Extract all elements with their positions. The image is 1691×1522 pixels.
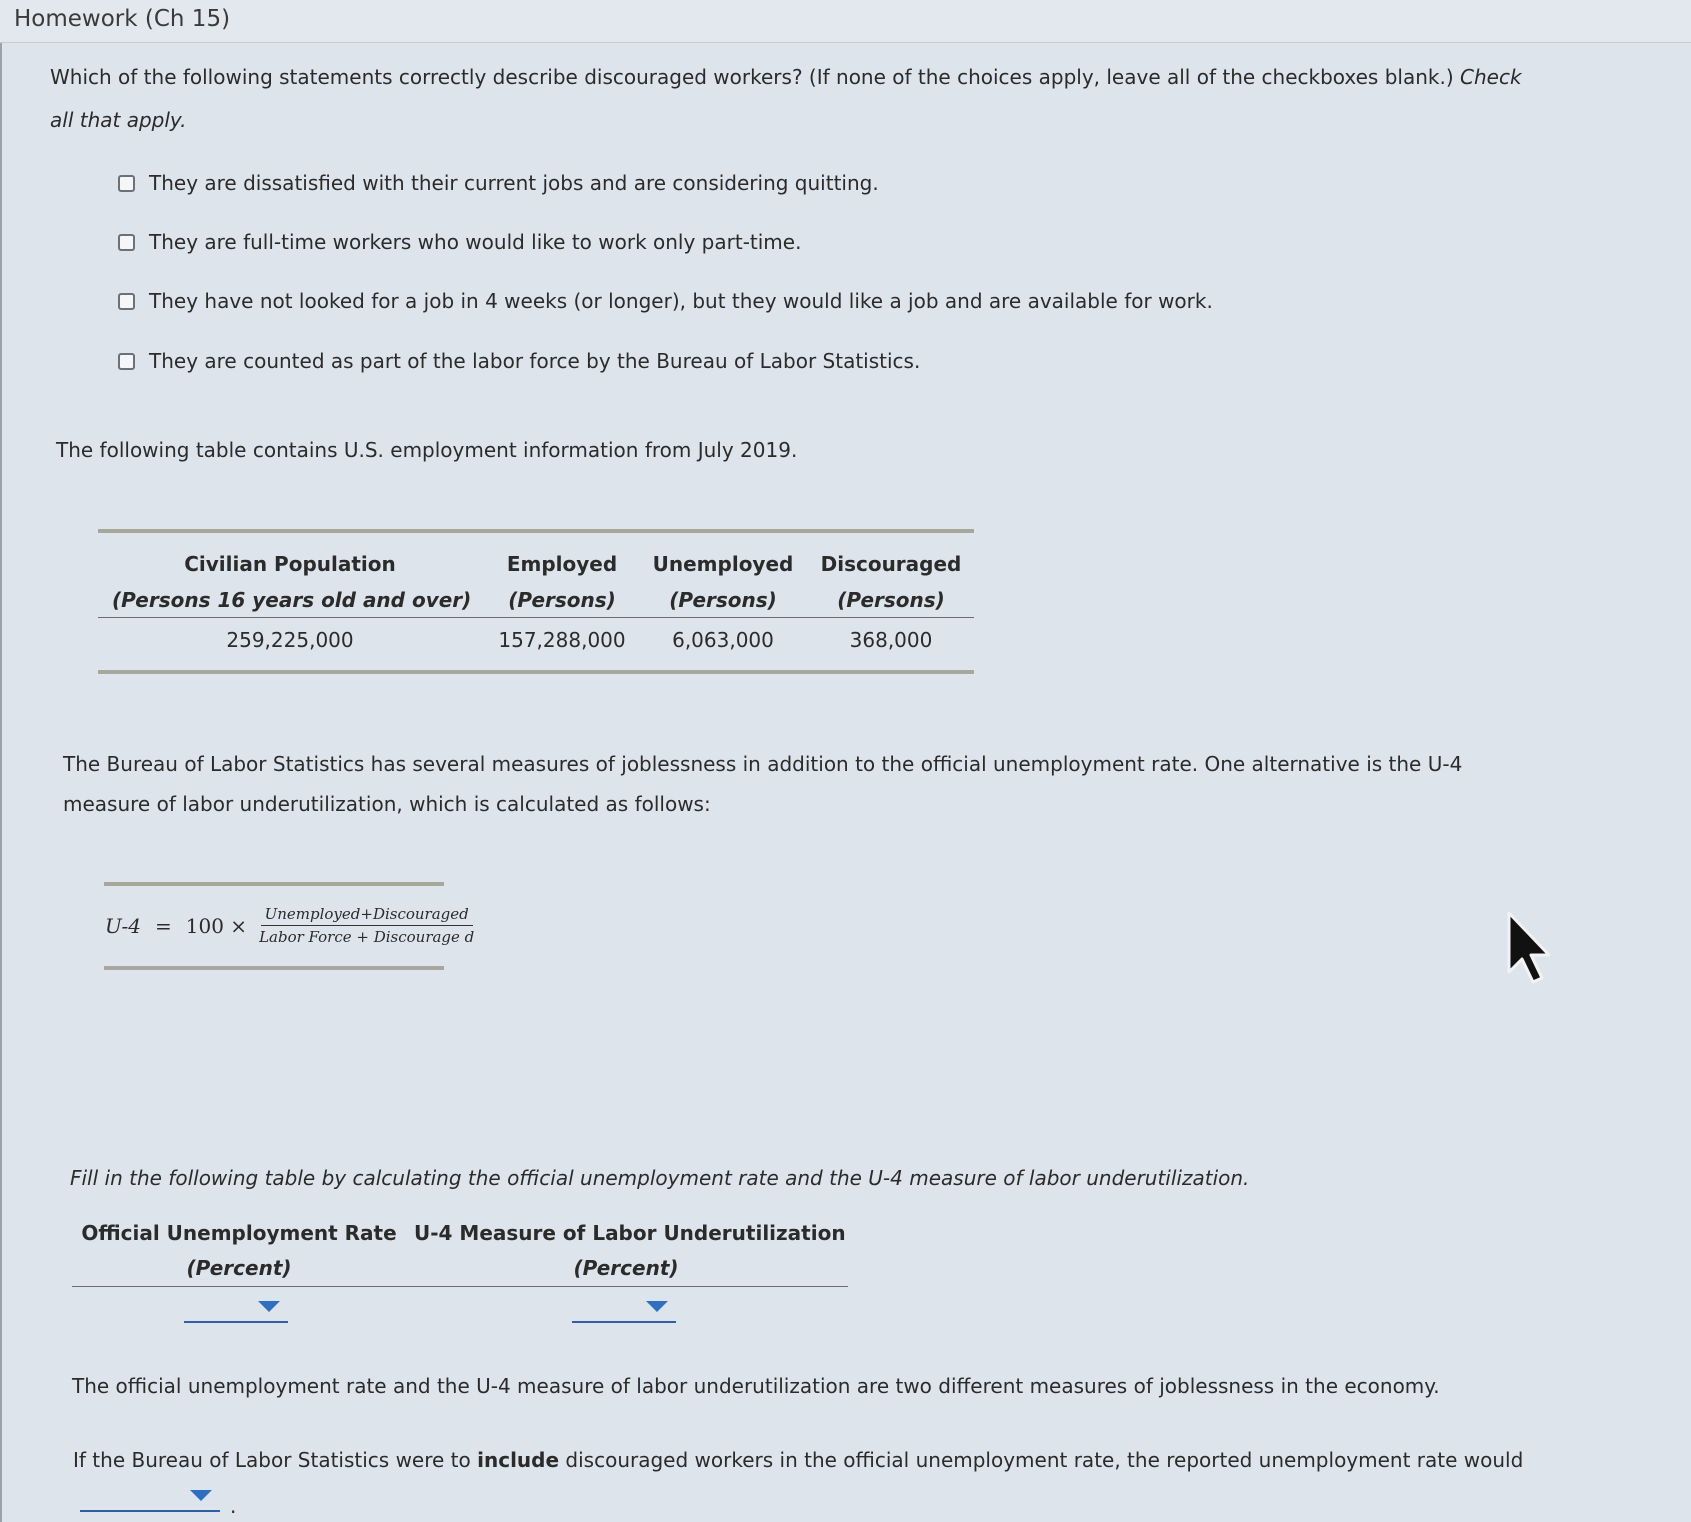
col-unit-discouraged: (Persons) bbox=[837, 588, 945, 612]
choice-3[interactable] bbox=[118, 289, 1213, 313]
question-prompt bbox=[50, 56, 1550, 142]
final-question-before: If the Bureau of Labor Statistics were to bbox=[73, 1448, 478, 1472]
formula-coefficient: 100 × bbox=[185, 913, 248, 938]
dropdown-arrow-icon bbox=[190, 1490, 212, 1501]
checkbox[interactable] bbox=[118, 353, 135, 370]
formula-top-rule bbox=[104, 882, 444, 886]
formula-numerator: Unemployed+Discouraged bbox=[261, 905, 473, 926]
col-header-unemployed: Unemployed bbox=[652, 552, 794, 576]
u4-rate-dropdown[interactable] bbox=[572, 1295, 676, 1323]
formula-denominator: Labor Force + Discourage d bbox=[259, 928, 475, 946]
dropdown-arrow-icon bbox=[646, 1301, 668, 1312]
bls-paragraph: The Bureau of Labor Statistics has several measures of joblessness in addition to the official unemployment rate. One alternative is the U-4 measure of labor underutilization, which is calculated as follows: bbox=[63, 752, 1463, 816]
official-rate-dropdown[interactable] bbox=[184, 1295, 288, 1323]
u4-formula bbox=[105, 905, 478, 946]
window-edge bbox=[0, 0, 2, 1522]
formula-equals: = bbox=[155, 913, 172, 938]
answer-header-official: Official Unemployment Rate bbox=[81, 1221, 397, 1245]
question-text: Which of the following statements correctly describe discouraged workers? (If none of the choices apply, leave all of the checkboxes blank.) bbox=[50, 65, 1454, 89]
choice-label: They are dissatisfied with their current jobs and are considering quitting. bbox=[149, 171, 879, 195]
page-header bbox=[0, 0, 1691, 43]
final-question-bold: include bbox=[477, 1448, 560, 1472]
col-header-employed: Employed bbox=[506, 552, 618, 576]
question-instruction: Check all that apply. bbox=[50, 65, 1522, 132]
fill-instruction: Fill in the following table by calculating the official unemployment rate and the U-4 measure of labor underutilization. bbox=[70, 1166, 1250, 1190]
cell-discouraged: 368,000 bbox=[849, 628, 933, 652]
checkbox[interactable] bbox=[118, 234, 135, 251]
col-unit-civilian: (Persons 16 years old and over) bbox=[112, 588, 472, 612]
choice-1[interactable] bbox=[118, 171, 879, 195]
measures-paragraph: The official unemployment rate and the U-4 measure of labor underutilization are two different measures of joblessness in the economy. bbox=[72, 1374, 1440, 1398]
checkbox[interactable] bbox=[118, 175, 135, 192]
answer-header-u4: U-4 Measure of Labor Underutilization bbox=[414, 1221, 846, 1245]
choice-2[interactable] bbox=[118, 230, 801, 254]
choice-label: They are counted as part of the labor force by the Bureau of Labor Statistics. bbox=[149, 349, 921, 373]
answer-header-divider bbox=[72, 1286, 848, 1287]
formula-fraction bbox=[255, 905, 478, 946]
cell-employed: 157,288,000 bbox=[498, 628, 626, 652]
formula-lhs: U-4 bbox=[105, 913, 141, 938]
col-unit-unemployed: (Persons) bbox=[669, 588, 777, 612]
final-answer-dropdown[interactable] bbox=[80, 1484, 220, 1512]
col-header-civilian: Civilian Population bbox=[184, 552, 396, 576]
table-top-rule bbox=[98, 529, 974, 533]
cell-unemployed: 6,063,000 bbox=[672, 628, 774, 652]
final-period: . bbox=[230, 1494, 237, 1518]
choice-label: They are full-time workers who would like to work only part-time. bbox=[149, 230, 802, 254]
dropdown-arrow-icon bbox=[258, 1301, 280, 1312]
answer-unit-u4: (Percent) bbox=[573, 1256, 679, 1280]
cell-civilian: 259,225,000 bbox=[226, 628, 354, 652]
header-divider bbox=[98, 617, 974, 618]
page-title: Homework (Ch 15) bbox=[14, 6, 231, 32]
choice-4[interactable] bbox=[118, 349, 920, 373]
table-bottom-rule bbox=[98, 670, 974, 674]
choice-label: They have not looked for a job in 4 weeks (or longer), but they would like a job and are available for work. bbox=[149, 289, 1213, 313]
final-question-after: discouraged workers in the official unemployment rate, the reported unemployment rate would bbox=[559, 1448, 1524, 1472]
table-intro: The following table contains U.S. employment information from July 2019. bbox=[56, 438, 798, 462]
col-header-discouraged: Discouraged bbox=[820, 552, 962, 576]
col-unit-employed: (Persons) bbox=[508, 588, 616, 612]
mouse-pointer-icon bbox=[1506, 910, 1552, 986]
answer-unit-official: (Percent) bbox=[186, 1256, 292, 1280]
checkbox[interactable] bbox=[118, 293, 135, 310]
formula-bottom-rule bbox=[104, 966, 444, 970]
final-question bbox=[73, 1440, 1523, 1480]
